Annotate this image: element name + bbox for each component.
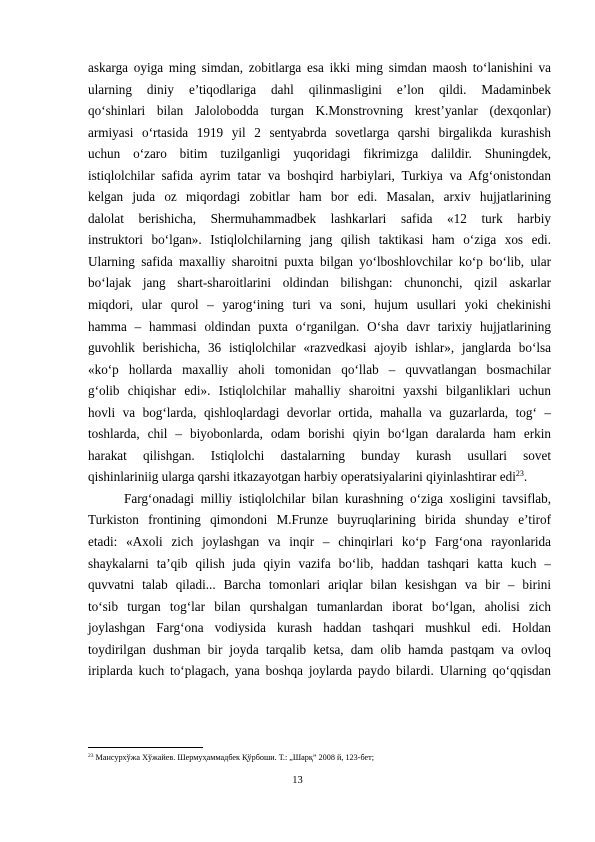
text-line: Ularning safida maxalliy sharoitni puxta bilgan yo‘lboshlovchilar ko‘p bo‘lib, ular bbox=[88, 253, 551, 269]
footnote-reference[interactable]: 23 bbox=[515, 469, 524, 479]
page-number: 13 bbox=[292, 775, 303, 786]
text-line: bo‘lajak jang shart-sharoitlarini oldindan bilishgan: chunonchi, qizil askarlar bbox=[88, 275, 551, 291]
text-line: shaykalarni ta’qib qilish juda qiyin vazifa bo‘lib, haddan tashqari katta kuch – bbox=[88, 555, 551, 571]
text-line: qishinlariniig ularga qarshi itkazayotgan harbiy operatsiyalarini qiyinlashtirar edi bbox=[88, 469, 516, 485]
sentence-end: . bbox=[523, 469, 528, 485]
footnote bbox=[88, 752, 374, 763]
body-paragraph-1 bbox=[88, 57, 551, 682]
text-line: toshlarda, chil – biyobonlarda, odam borishi qiyin bo‘lgan daralarda ham erkin bbox=[88, 426, 551, 442]
text-line: etadi: «Axoli zich joylashgan va inqir – chinqirlari ko‘p Farg‘ona rayonlarida bbox=[88, 534, 551, 550]
text-line: iriplarda kuch to‘plagach, yana boshqa joylarda paydo bilardi. Ularning qo‘qqisdan bbox=[88, 663, 551, 679]
text-line: joylashgan Farg‘ona vodiysida kurash haddan tashqari mushkul edi. Holdan bbox=[88, 620, 551, 636]
text-line: istiqlolchilar safida ayrim tatar va boshqird harbiylari, Turkiya va Afg‘onistondan bbox=[88, 167, 551, 183]
footnote-separator bbox=[88, 747, 203, 748]
text-line: armiyasi o‘rtasida 1919 yil 2 sentyabrda sovetlarga qarshi birgalikda kurashish bbox=[88, 124, 551, 140]
text-line: Farg‘onadagi milliy istiqlolchilar bilan kurashning o‘ziga xosligini tavsiflab, bbox=[124, 490, 551, 506]
text-line: hovli va bog‘larda, qishloqlardagi devorlar ortida, mahalla va guzarlarda, tog‘ – bbox=[88, 404, 551, 420]
footnote-text: Мансурхўжа Хўжайев. Шермуҳаммадбек Қўрбоши. Т.: „Шарқ” 2008 й, 123-бет; bbox=[93, 753, 375, 762]
text-line: kelgan juda oz miqordagi zobitlar ham bor edi. Masalan, arxiv hujjatlarining bbox=[88, 189, 551, 205]
text-line: Turkiston frontining qimondoni M.Frunze buyruqlarining birida shunday e’tirof bbox=[88, 512, 551, 528]
text-line: quvvatni talab qiladi... Barcha tomonlari ariqlar bilan kesishgan va bir – birini bbox=[88, 577, 551, 593]
footnote-number: 23 bbox=[88, 753, 94, 759]
text-line: ularning diniy e’tiqodlariga dahl qilinmasligini e’lon qildi. Madaminbek bbox=[88, 81, 551, 97]
text-line: hamma – hammasi oldindan puxta o‘rganilgan. O‘sha davr tarixiy hujjatlarining bbox=[88, 318, 551, 334]
text-line: «ko‘p hollarda maxalliy aholi tomonidan qo‘llab – quvvatlangan bosmachilar bbox=[88, 361, 551, 377]
text-line: guvohlik berishicha, 36 istiqlolchilar «razvedkasi ajoyib ishlar», janglarda bo‘lsa bbox=[88, 340, 551, 356]
text-line-with-footnote-ref bbox=[88, 466, 551, 488]
text-line: qo‘shinlari bilan Jalolobodda turgan K.Monstrovning krest’yanlar (dexqonlar) bbox=[88, 103, 551, 119]
text-line: askarga oyiga ming simdan, zobitlarga esa ikki ming simdan maosh to‘lanishini va bbox=[88, 60, 551, 75]
text-line: miqdori, ular qurol – yarog‘ining turi va soni, hujum usullari yoki chekinishi bbox=[88, 297, 551, 313]
text-line: toydirilgan dushman bir joyda tarqalib ketsa, dam olib hamda pastqam va ovloq bbox=[88, 641, 551, 657]
text-line: uchun o‘zaro bitim tuzilganligi yuqoridagi fikrimizga dalildir. Shuningdek, bbox=[88, 146, 551, 162]
text-line: instruktori bo‘lgan». Istiqlolchilarning jang qilish taktikasi ham o‘ziga xos edi. bbox=[88, 232, 551, 248]
text-line: g‘olib chiqishar edi». Istiqlolchilar mahalliy sharoitni yaxshi bilganliklari uchun bbox=[88, 383, 551, 399]
text-line: to‘sib turgan tog‘lar bilan qurshalgan tumanlardan iborat bo‘lgan, aholisi zich bbox=[88, 598, 551, 614]
text-line: harakat qilishgan. Istiqlolchi dastalarning bunday kurash usullari sovet bbox=[88, 447, 551, 463]
text-line: dalolat berishicha, Shermuhammadbek lashkarlari safida «12 turk harbiy bbox=[88, 210, 551, 226]
